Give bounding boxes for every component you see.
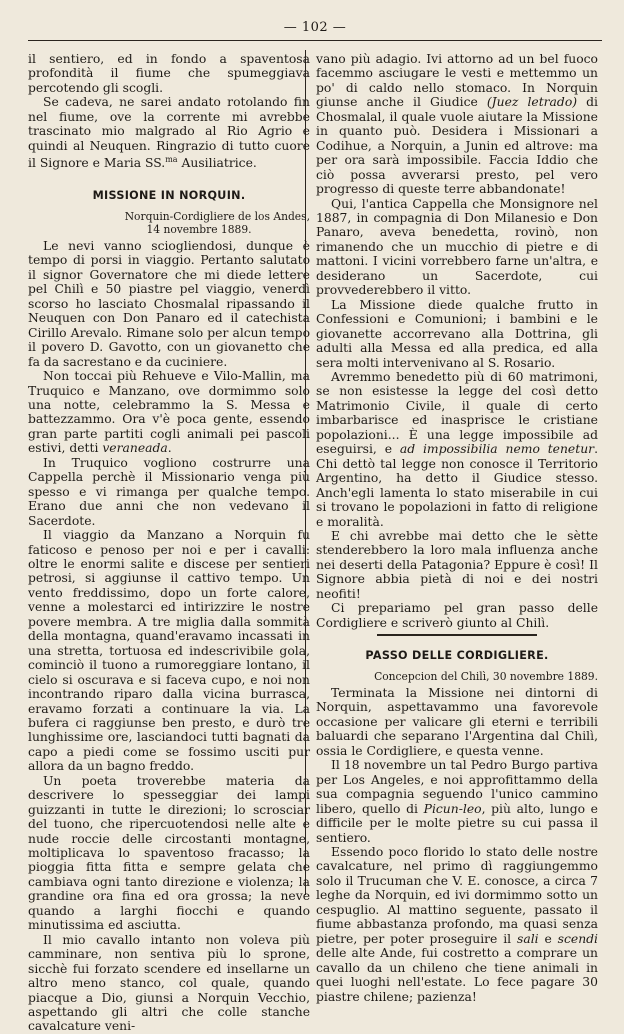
- section-separator: [377, 634, 537, 636]
- page-header: [28, 20, 602, 41]
- italic-term: (Juez letrado): [486, 95, 578, 110]
- dateline: [28, 211, 310, 236]
- paragraph: Terminata la Missione nei dintorni di Norquin, aspettavammo una favorevole occasione per valicare gli eterni e terribili baluardi che separano l'Argentina dal Chilì, ossia le Cordigliere, e questa venne.: [316, 686, 598, 758]
- paragraph: [28, 95, 310, 170]
- dateline: Concepcion del Chilì, 30 novembre 1889.: [374, 669, 598, 683]
- superscript: ma: [165, 155, 178, 165]
- paragraph: Ci prepariamo pel gran passo delle Cordigliere e scriverò giunto al Chilì.: [316, 601, 598, 630]
- paragraph-text: e: [538, 931, 558, 946]
- paragraph-text: di Chosmalal, il quale vuole aiutare la Missione in quanto può. Desidera i Missionari a Codihue, a Norquin, a Junin ed altrove: ma per ora sarà impossibile. Faccia Iddio che ciò possa avverarsi presto, pel vero progresso di queste terre abbandonate!: [316, 95, 598, 197]
- page-number: — 102 —: [283, 20, 347, 35]
- italic-term: Picun-leo: [423, 801, 482, 816]
- paragraph: E chi avrebbe mai detto che le sètte stenderebbero la loro mala influenza anche nei deserti della Patagonia? Eppure è così! Il Signore abbia pietà di noi e dei nostri neofiti!: [316, 528, 598, 601]
- paragraph: [316, 370, 598, 529]
- paragraph-text: Ausiliatrice.: [177, 156, 257, 171]
- italic-term: scendi: [557, 931, 599, 946]
- paragraph: Un poeta troverebbe materia da descrivere lo spesseggiar dei lampi guizzanti in tutte le direzioni; lo scrosciar del tuono, che ripercuotendosi nelle alte e nude roccie delle circostanti montagne, moltiplicava lo spaventoso fracasso; la pioggia fitta fitta e sempre gelata che cambiava ogni tanto direzione e violenza; la grandine ora fina ed ora grossa; la neve quando a larghi fiocchi e quando minutissima ed asciutta.: [28, 773, 310, 933]
- paragraph: Le nevi vanno sciogliendosi, dunque è tempo di porsi in viaggio. Pertanto salutato il signor Governatore che mi diede lettere pel Chilì e 50 piastre pel viaggio, venerdì scorso ho lasciato Chosmalal ripassando il Neuquen con Don Panaro ed il catechista Cirillo Arevalo. Rimane solo per alcun tempo il povero D. Gavotto, con un giovanetto che fa da sacrestano e da cuciniere.: [28, 239, 310, 369]
- paragraph: La Missione diede qualche frutto in Confessioni e Comunioni; i bambini e le giovanette accorrevano alla Dottrina, gli adulti alla Messa ed alla predica, ed alla sera molti intervenivano al S. Rosario.: [316, 297, 598, 370]
- italic-term: ad impossibilia nemo tenetur: [399, 442, 595, 457]
- paragraph: Qui, l'antica Cappella che Monsignore nel 1887, in compagnia di Don Milanesio e Don Panaro, aveva benedetta, rovinò, non rimanendo che un mucchio di pietre e di mattoni. I vicini vorrebbero farne un'altra, e desiderano un Sacerdote, cui provvederebbero il vitto.: [316, 196, 598, 298]
- paragraph-text: Essendo poco florido lo stato delle nostre cavalcature, nel primo dì raggiungemmo solo il Trucuman che V. E. conosce, a circa 7 leghe da Norquin, ed ivi dormimmo sotto un cespuglio. Al mattino seguente, passato il fiume abbastanza profondo, ma quasi senza pietre, per poter proseguire il: [316, 845, 598, 946]
- dateline-place: Norquin-Cordigliere de los Andes,: [124, 210, 310, 224]
- paragraph: [316, 845, 598, 1004]
- section-title: MISSIONE IN NORQUIN.: [92, 188, 246, 202]
- right-column: [316, 52, 598, 1004]
- paragraph: [28, 369, 310, 456]
- section-title: PASSO DELLE CORDIGLIERE.: [365, 649, 549, 663]
- paragraph: [316, 52, 598, 197]
- paragraph: Il mio cavallo intanto non voleva più camminare, non sentiva più lo sprone, sicchè fui forzato scendere ed insellarne un altro meno stanco, col quale, quando piacque a Dio, giunsi a Norquin Vecchio, aspettando gli altri che colle stanche cavalcature veni-: [28, 932, 310, 1034]
- paragraph: Il viaggio da Manzano a Norquin fu faticoso e penoso per noi e per i cavalli: oltre le enormi salite e discese per sentieri petrosi, si aggiunse il cattivo tempo. Un vento freddissimo, dopo un forte calore, venne a molestarci ed intirizzire le nostre povere membra. A tre miglia dalla sommità della montagna, quand'eravamo incassati in una stretta, tortuosa ed indescrivibile gola, cominciò il tuono a rumoreggiare lontano, il cielo si oscurava e si faceva cupo, e noi non incontrando riparo dalla vicina burrasca, eravamo forzati a continuare la via. La bufera ci raggiunse ben presto, e durò tre lunghissime ore, lasciandoci tutti bagnati da capo a piedi come se fossimo usciti pur allora da un bagno freddo.: [28, 528, 310, 774]
- paragraph-text: vano più adagio. Ivi attorno ad un bel fuoco facemmo asciugare le vesti e mettemmo un po' di caldo nello stomaco. In Norquin giunse anche il Giudice: [316, 52, 598, 110]
- paragraph-text: delle alte Ande, fui costretto a comprare un cavallo da un chileno che tiene animali in quei luoghi nell'estate. Lo fece pagare 30 piastre chilene; pazienza!: [316, 946, 598, 1004]
- paragraph-text: Non toccai più Rehueve e Vilo-Mallin, ma Truquico e Manzano, ove dormimmo solo una notte, celebrammo la S. Messa e battezzammo. Ora v'è poca gente, essendo gran parte partiti cogli animali pei pascoli estivi, detti: [28, 369, 310, 456]
- italic-term: sali: [517, 931, 539, 946]
- paragraph-text: .: [167, 441, 172, 456]
- paragraph-text: Se cadeva, ne sarei andato rotolando fin nel fiume, ove la corrente mi avrebbe trascinato mio malgrado al Rio Agrio e quindi al Neuquen. Ringrazio di tutto cuore il Signore e Maria SS.: [28, 95, 310, 171]
- dateline-date: 14 novembre 1889.: [146, 222, 252, 236]
- paragraph: In Truquico vogliono costrurre una Cappella perchè il Missionario venga più spesso e vi rimanga per qualche tempo. Erano due anni che non vedevano il Sacerdote.: [28, 455, 310, 528]
- left-column: [28, 52, 310, 1034]
- paragraph-text: Il 18 novembre un tal Pedro Burgo partiva per Los Angeles, e noi approfittammo della sua compagnia seguendo l'unico cammino libero, quello di: [316, 758, 598, 816]
- paragraph: [316, 758, 598, 845]
- paragraph-text: . Chi dettò tal legge non conosce il Territorio Argentino, ha detto il Giudice stesso. Anch'egli lamenta lo stato miserabile in cui si trovano le popolazioni in fatto di religione e moralità.: [316, 442, 598, 529]
- italic-term: veraneada: [102, 441, 168, 456]
- paragraph: il sentiero, ed in fondo a spaventosa profondità il fiume che spumeggiava percotendo gli scogli.: [28, 52, 310, 95]
- paragraph-text: , più alto, lungo e difficile per le molte pietre su cui passa il sentiero.: [316, 801, 598, 845]
- paragraph-text: Avremmo benedetto più di 60 matrimoni, se non esistesse la legge del così detto Matrimonio Civile, il quale di certo imbarbarisce ed inasprisce le cristiane popolazioni... È una legge impossibile ad eseguirsi, e: [316, 369, 598, 457]
